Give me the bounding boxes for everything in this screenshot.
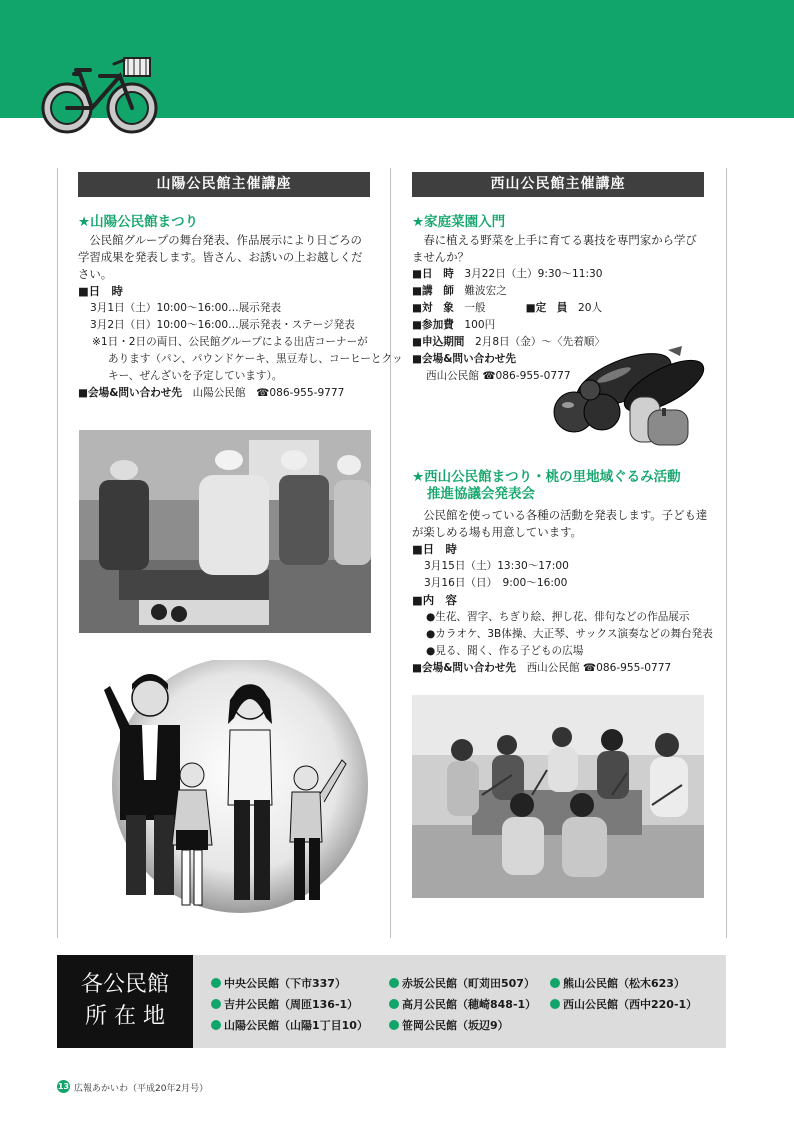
location-item: 熊山公民館（松木623） xyxy=(550,975,685,991)
bullet-dot-icon xyxy=(389,999,399,1009)
garden-target-value: 一般 xyxy=(464,302,486,314)
photo-cooking-class xyxy=(79,430,371,633)
location-item: 山陽公民館（山陽1丁目10） xyxy=(211,1017,368,1033)
sanyo-contact-place: 山陽公民館 xyxy=(192,387,246,399)
festival-title-line2: 推進協議会発表会 xyxy=(427,486,535,502)
garden-apply-label: ■申込期間 xyxy=(412,336,465,348)
locations-label-line2: 所 在 地 xyxy=(85,1004,165,1029)
festival-date-label: ■日 時 xyxy=(412,542,457,556)
festival-content-item: ●カラオケ、3B体操、大正琴、サックス演奏などの舞台発表 xyxy=(426,628,713,640)
column-divider xyxy=(390,168,391,938)
section-header-nishiyama: 西山公民館主催講座 xyxy=(412,172,704,197)
column-divider-right xyxy=(726,168,727,938)
garden-fee-value: 100円 xyxy=(464,319,496,331)
sanyo-intro: 公民館グループの舞台発表、作品展示により日ごろの学習成果を発表します。皆さん、お誘いの上お越しください。 xyxy=(78,233,363,281)
festival-day1: 3月15日（土）13:30〜17:00 xyxy=(424,560,569,572)
garden-fee-label: ■参加費 xyxy=(412,319,454,331)
festival-content-item: ●生花、習字、ちぎり絵、押し花、俳句などの作品展示 xyxy=(426,611,690,623)
garden-contact-label: ■会場&問い合わせ先 xyxy=(412,353,516,365)
sanyo-note-line2: あります（パン、パウンドケーキ、黒豆寿し、コーヒーとクッ xyxy=(108,353,403,365)
festival-intro: 公民館を使っている各種の活動を発表します。子ども達が楽しめる場も用意しています。 xyxy=(412,508,708,539)
nishiyama-festival-body xyxy=(412,507,713,677)
garden-contact-value: 西山公民館 ☎086-955-0777 xyxy=(426,370,571,382)
sanyo-contact-label: ■会場&問い合わせ先 xyxy=(78,387,182,399)
photo-flower-arranging xyxy=(412,695,704,898)
publication-name: 広報あかいわ（平成20年2月号） xyxy=(74,1084,209,1094)
location-item: 赤坂公民館（町苅田507） xyxy=(389,975,535,991)
locations-label-line1: 各公民館 xyxy=(80,972,169,997)
festival-contact-value: 西山公民館 ☎086-955-0777 xyxy=(526,662,672,674)
bullet-dot-icon xyxy=(550,999,560,1009)
garden-target-label: ■対 象 xyxy=(412,302,454,314)
location-item: 高月公民館（穂崎848-1） xyxy=(389,996,536,1012)
bullet-dot-icon xyxy=(211,978,221,988)
garden-date-value: 3月22日（土）9:30〜11:30 xyxy=(464,268,603,280)
bullet-dot-icon xyxy=(211,1020,221,1030)
home-garden-intro: 春に植える野菜を上手に育てる裏技を専門家から学びませんか？ xyxy=(412,233,697,264)
garden-capacity-value: 20人 xyxy=(577,302,603,314)
bullet-dot-icon xyxy=(389,978,399,988)
bicycle-icon xyxy=(40,50,160,136)
location-item: 中央公民館（下市337） xyxy=(211,975,346,991)
bullet-dot-icon xyxy=(211,999,221,1009)
festival-content-item: ●見る、聞く、作る子どもの広場 xyxy=(426,645,584,657)
family-illustration xyxy=(90,660,370,925)
festival-content-label: ■内 容 xyxy=(412,593,457,607)
location-item: 笹岡公民館（坂辺9） xyxy=(389,1017,509,1033)
vegetables-illustration xyxy=(552,342,707,450)
section-header-sanyo: 山陽公民館主催講座 xyxy=(78,172,370,197)
garden-date-label: ■日 時 xyxy=(412,268,454,280)
sanyo-festival-body xyxy=(78,232,403,402)
location-item: 西山公民館（西中220-1） xyxy=(550,996,697,1012)
festival-contact-label: ■会場&問い合わせ先 xyxy=(412,662,516,674)
sanyo-datetime-label: ■日 時 xyxy=(78,284,123,298)
garden-lecturer-value: 難波宏之 xyxy=(464,285,507,297)
festival-title-line1: ★西山公民館まつり・桃の里地域ぐるみ活動 xyxy=(412,469,681,485)
garden-apply-value: 2月8日（金）〜〈先着順〉 xyxy=(474,336,605,348)
location-item: 吉井公民館（周匝136-1） xyxy=(211,996,358,1012)
festival-title-nishiyama xyxy=(412,469,708,503)
sanyo-note-line1: ※1日・2日の両日、公民館グループによる出店コーナーが xyxy=(92,336,368,348)
course-title-home-garden: ★家庭菜園入門 xyxy=(412,214,506,230)
garden-lecturer-label: ■講 師 xyxy=(412,285,454,297)
festival-day2: 3月16日（日） 9:00〜16:00 xyxy=(424,577,568,589)
sanyo-contact-phone: ☎086-955-9777 xyxy=(256,387,345,399)
garden-capacity-label: ■定 員 xyxy=(525,302,568,314)
locations-label xyxy=(57,955,193,1048)
page-number: 13 xyxy=(57,1082,70,1091)
bullet-dot-icon xyxy=(389,1020,399,1030)
sanyo-day1: 3月1日（土）10:00〜16:00…展示発表 xyxy=(90,302,282,314)
bullet-dot-icon xyxy=(550,978,560,988)
sanyo-day2: 3月2日（日）10:00〜16:00…展示発表・ステージ発表 xyxy=(90,319,355,331)
event-title-sanyo-festival: ★山陽公民館まつり xyxy=(78,214,199,230)
sanyo-note-line3: キー、ぜんざいを予定しています）。 xyxy=(108,370,283,382)
column-divider-left xyxy=(57,168,58,938)
